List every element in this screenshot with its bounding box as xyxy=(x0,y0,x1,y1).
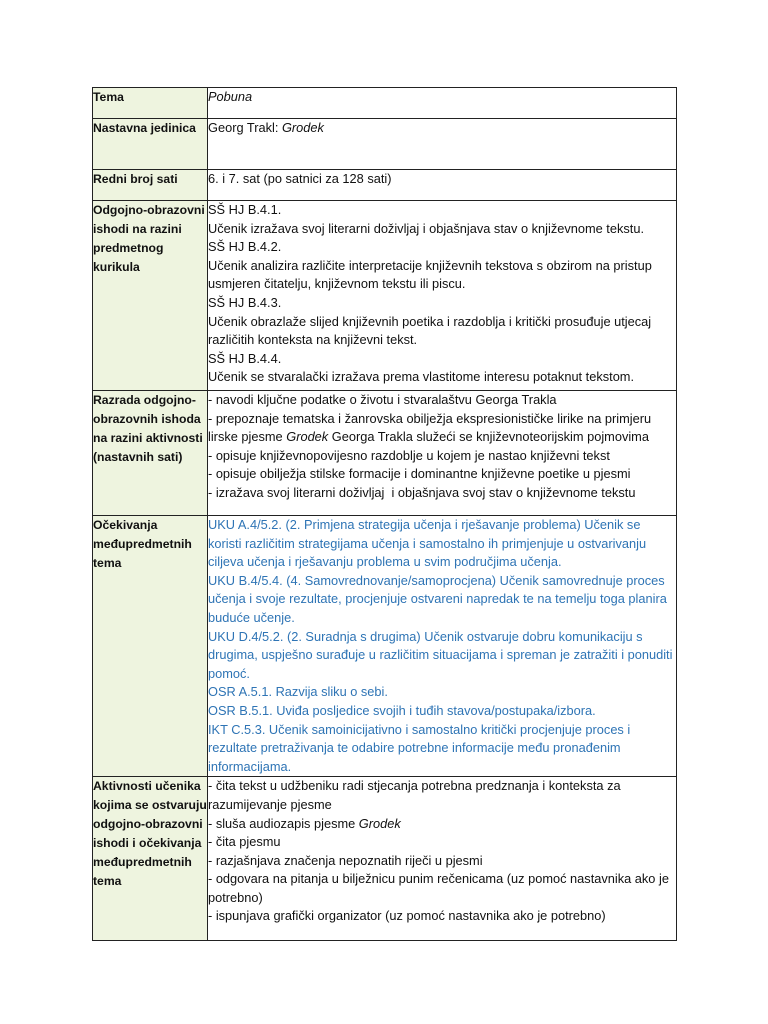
table-row xyxy=(93,201,677,391)
ishod-code: SŠ HJ B.4.2. xyxy=(208,239,282,255)
row-value-aktivnosti xyxy=(208,777,677,941)
lesson-plan-table xyxy=(92,87,677,941)
table-row xyxy=(93,119,677,170)
razrada-item: - izražava svoj literarni doživljaj i objašnjava svoj stav o književnome tekstu xyxy=(208,484,636,500)
table-row xyxy=(93,170,677,201)
ishod-text: Učenik obrazlaže slijed književnih poetika i razdoblja i kritički prosuđuje utjecaj različitih konteksta na književni tekst. xyxy=(208,313,652,348)
row-label-ocekivanja: Očekivanja međupredmetnih tema xyxy=(93,516,208,777)
tema-value: Pobuna xyxy=(208,89,253,104)
aktivnost-item: - čita pjesmu xyxy=(208,834,281,850)
row-label-razrada: Razrada odgojno-obrazovnih ishoda na razini aktivnosti (nastavnih sati) xyxy=(93,391,208,516)
ishod-code: SŠ HJ B.4.1. xyxy=(208,202,282,217)
jedinica-author: Georg Trakl: xyxy=(208,120,282,135)
ishod-text: Učenik se stvaralački izražava prema vlastitome interesu potaknut tekstom. xyxy=(208,369,635,385)
row-label-tema: Tema xyxy=(93,88,208,119)
aktivnost-item: - ispunjava grafički organizator (uz pomoć nastavnika ako je potrebno) xyxy=(208,908,606,924)
razrada-item: - opisuje obilježja stilske formacije i dominantne književne poetike u pjesmi xyxy=(208,466,631,482)
ishod-text: Učenik izražava svoj literarni doživljaj i objašnjava stav o književnome tekstu. xyxy=(208,220,644,236)
ishod-text: Učenik analizira različite interpretacije književnih tekstova s obzirom na pristup usmjeren čitatelju, književnom tekstu ili piscu. xyxy=(208,257,652,292)
row-label-sati: Redni broj sati xyxy=(93,170,208,201)
ocekivanje-item: UKU D.4/5.2. (2. Suradnja s drugima) Učenik ostvaruje dobru komunikaciju s drugima, uspješno surađuje u različitim situacijama i spreman je zatražiti i ponuditi pomoć. xyxy=(208,628,673,681)
row-value-razrada xyxy=(208,391,677,516)
row-value-ishodi xyxy=(208,201,677,391)
razrada-item: - prepoznaje tematska i žanrovska obilježja ekspresionističke lirike na primjeru lirske pjesme Grodek Georga Trakla služeći se književnoteorijskim pojmovima xyxy=(208,410,655,445)
ocekivanje-item: UKU A.4/5.2. (2. Primjena strategija učenja i rješavanje problema) Učenik se koristi različitim strategijama učenja i samostalno ih primjenjuje u ostvarivanju ciljeva učenja i rješavanju problema u svim područjima učenja. xyxy=(208,517,647,570)
ocekivanje-item: UKU B.4/5.4. (4. Samovrednovanje/samoprocjena) Učenik samovrednuje proces učenja i svoje rezultate, procjenjuje ostvareni napredak te na temelju toga planira buduće učenje. xyxy=(208,572,667,625)
row-value-ocekivanja xyxy=(208,516,677,777)
ocekivanje-item: OSR A.5.1. Razvija sliku o sebi. xyxy=(208,684,388,700)
row-label-jedinica: Nastavna jedinica xyxy=(93,119,208,170)
aktivnost-item: - odgovara na pitanja u bilježnicu punim rečenicama (uz pomoć nastavnika ako je potrebno) xyxy=(208,871,669,905)
row-value-sati: 6. i 7. sat (po satnici za 128 sati) xyxy=(208,170,677,201)
ishod-code: SŠ HJ B.4.4. xyxy=(208,350,282,366)
aktivnost-item: - čita tekst u udžbeniku radi stjecanja potrebna predznanja i konteksta za razumijevanje pjesme xyxy=(208,778,621,812)
aktivnost-item: - razjašnjava značenja nepoznatih riječi u pjesmi xyxy=(208,852,483,868)
table-row xyxy=(93,777,677,941)
table-row xyxy=(93,391,677,516)
row-value-jedinica xyxy=(208,119,677,170)
razrada-item: - navodi ključne podatke o životu i stvaralaštvu Georga Trakla xyxy=(208,392,557,407)
aktivnost-item: - sluša audiozapis pjesme Grodek xyxy=(208,815,401,831)
ocekivanje-item: IKT C.5.3. Učenik samoinicijativno i samostalno kritički procjenjuje proces i rezultate pretraživanja te odabire potrebne informacije među pronađenim informacijama. xyxy=(208,721,631,774)
row-label-aktivnosti: Aktivnosti učenika kojima se ostvaruju odgojno-obrazovni ishodi i očekivanja međupredmetnih tema xyxy=(93,777,208,941)
ishod-code: SŠ HJ B.4.3. xyxy=(208,294,282,310)
table-row xyxy=(93,516,677,777)
jedinica-title: Grodek xyxy=(281,120,324,135)
table-row xyxy=(93,88,677,119)
ocekivanje-item: OSR B.5.1. Uviđa posljedice svojih i tuđih stavova/postupaka/izbora. xyxy=(208,702,596,718)
razrada-item: - opisuje književnopovijesno razdoblje u kojem je nastao književni tekst xyxy=(208,447,610,463)
row-label-ishodi: Odgojno-obrazovni ishodi na razini predmetnog kurikula xyxy=(93,201,208,391)
row-value-tema xyxy=(208,88,677,119)
